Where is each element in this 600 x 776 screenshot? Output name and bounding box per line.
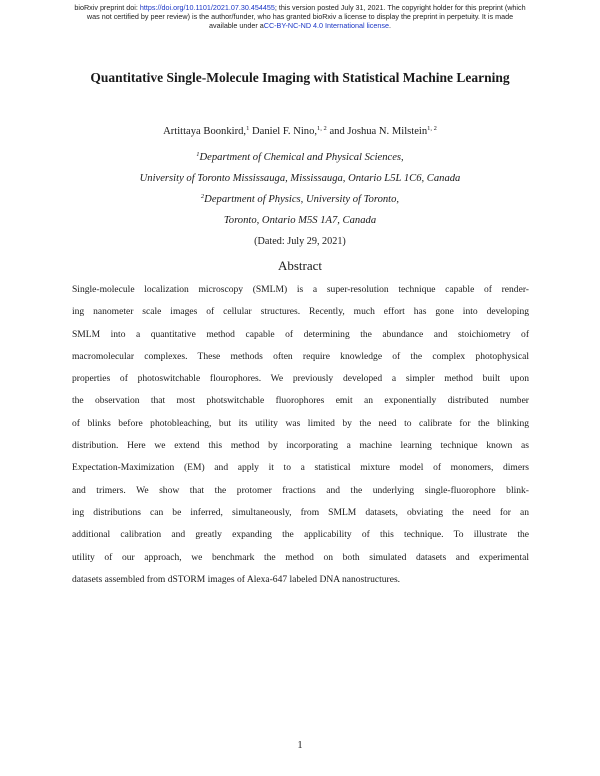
- abstract-line: and trimers. We show that the protomer fractions and the underlying single-fluorophore blink-: [72, 484, 529, 496]
- preprint-notice-line-2: was not certified by peer review) is the author/funder, who has granted bioRxiv a license to display the preprint in perpetuity. It is made: [86, 12, 514, 21]
- page-number: 1: [297, 740, 303, 751]
- dated-line: (Dated: July 29, 2021): [254, 236, 346, 247]
- affiliation-1-line-1: $^1$Department of Chemical and Physical Sciences,: [196, 151, 404, 163]
- abstract-line: Expectation-Maximization (EM) and apply it to a statistical mixture model of monomers, dimers: [72, 462, 529, 474]
- paper-title: Quantitative Single-Molecule Imaging with Statistical Machine Learning: [90, 70, 510, 85]
- license-link[interactable]: CC-BY-NC-ND 4.0 International license: [263, 21, 389, 30]
- abstract-line: ing distributions can be inferred, simultaneously, from SMLM datasets, obviating the need for an: [72, 506, 529, 518]
- affiliation-1-mark: 1: [196, 151, 200, 158]
- author-1-affiliation-mark: 1: [246, 125, 250, 132]
- abstract-line: of blinks before photobleaching, but its utility was limited by the need to calibrate for the blinking: [72, 417, 529, 429]
- author-list: [0, 126, 600, 137]
- abstract-line: macromolecular complexes. These methods often require knowledge of the complex photophysical: [72, 350, 529, 362]
- preprint-notice: [0, 3, 600, 30]
- abstract-line: ing nanometer scale images of cellular structures. Recently, much effort has gone into developing: [72, 306, 529, 318]
- author-2-affiliation-mark: 1, 2: [317, 125, 327, 132]
- affiliation-2-line-1: $^2$Department of Physics, University of Toronto,: [200, 193, 400, 205]
- preprint-notice-line-3: available under aCC-BY-NC-ND 4.0 International license.: [209, 21, 391, 30]
- preprint-notice-line-1: bioRxiv preprint doi: https://doi.org/10.1101/2021.07.30.454455; this version posted July 31, 2021. The copyright holder for this preprint (which: [74, 3, 526, 12]
- abstract-line: additional calibration and greatly expanding the applicability of this technique. To illustrate the: [72, 529, 529, 541]
- abstract-line: distribution. Here we extend this method by incorporating a machine learning technique known as: [72, 440, 529, 452]
- author-3: and Joshua N. Milstein$^{1, 2}$: [329, 125, 437, 137]
- abstract-line: Single-molecule localization microscopy (SMLM) is a super-resolution technique capable of render-: [72, 284, 529, 295]
- affiliation-2-line-2: Toronto, Ontario M5S 1A7, Canada: [223, 215, 377, 226]
- doi-link[interactable]: https://doi.org/10.1101/2021.07.30.454455: [139, 3, 275, 12]
- abstract-line: properties of photoswitchable flourophores. We previously developed a simpler method built upon: [72, 373, 529, 385]
- author-2: Daniel F. Nino,$^{1, 2}$: [251, 125, 327, 137]
- author-3-affiliation-mark: 1, 2: [427, 125, 437, 132]
- abstract-line: the observation that most photswitchable fluorophores emit an exponentially distributed number: [72, 395, 529, 407]
- abstract-body: [72, 279, 529, 591]
- abstract-line: datasets assembled from dSTORM images of Alexa-647 labeled DNA nanostructures.: [72, 573, 401, 585]
- affiliation-2-mark: 2: [200, 193, 205, 200]
- abstract-line: SMLM into a quantitative method capable of determining the abundance and stoichiometry of: [72, 328, 529, 340]
- author-1: Artittaya Boonkird,$^1$: [163, 125, 250, 137]
- abstract-line: utility of our approach, we benchmark the method on both simulated datasets and experimental: [72, 551, 529, 563]
- abstract-heading: Abstract: [277, 258, 323, 273]
- affiliation-1-line-2: University of Toronto Mississauga, Mississauga, Ontario L5L 1C6, Canada: [139, 173, 461, 184]
